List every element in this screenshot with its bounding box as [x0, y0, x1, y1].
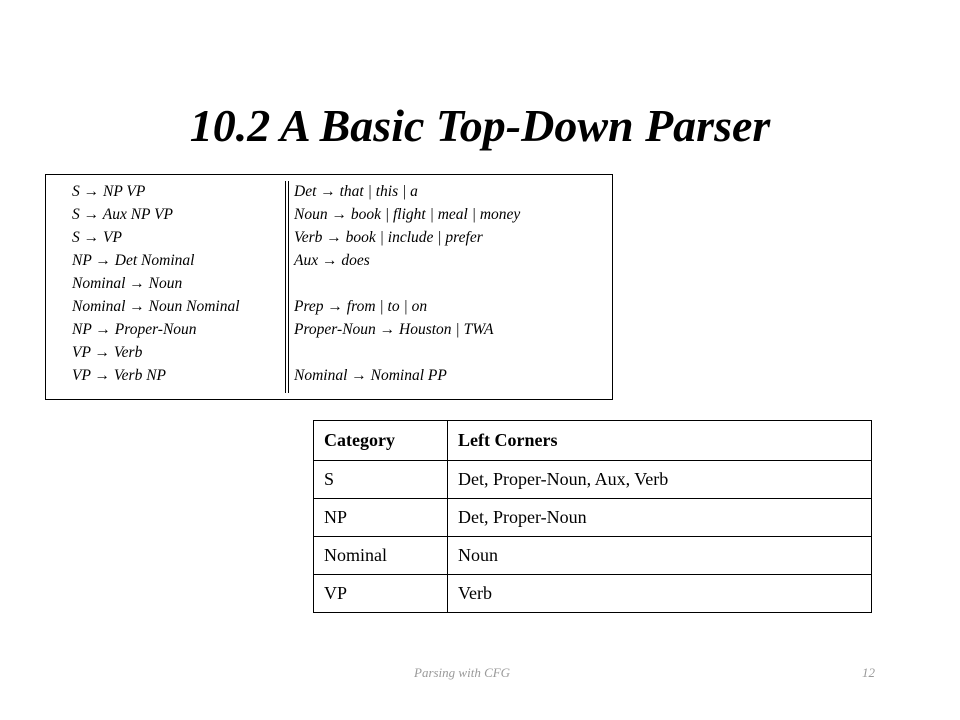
left-corners-cell: Det, Proper-Noun	[448, 499, 872, 537]
grammar-rule: S → Aux NP VP	[72, 206, 174, 223]
left-corners-cell: Noun	[448, 537, 872, 575]
left-corners-cell: Verb	[448, 575, 872, 613]
grammar-rule: NP → Det Nominal	[72, 252, 195, 269]
lexicon-rule: Det → that | this | a	[294, 183, 418, 200]
left-corners-cell: Det, Proper-Noun, Aux, Verb	[448, 461, 872, 499]
category-cell: Nominal	[314, 537, 448, 575]
table-header-row	[314, 421, 872, 461]
lexicon-rule	[294, 272, 520, 295]
grammar-rules-box	[45, 174, 613, 400]
table-row	[314, 537, 872, 575]
table-row	[314, 461, 872, 499]
table-row	[314, 499, 872, 537]
lexicon-rule	[294, 341, 520, 364]
slide-title: 10.2 A Basic Top-Down Parser	[189, 100, 771, 151]
lexicon-rule: Nominal → Nominal PP	[294, 367, 447, 384]
category-cell: S	[314, 461, 448, 499]
header-left-corners: Left Corners	[448, 421, 872, 461]
lexicon-rule: Prep → from | to | on	[294, 298, 428, 315]
category-cell: VP	[314, 575, 448, 613]
category-cell: NP	[314, 499, 448, 537]
grammar-rule: VP → Verb	[72, 344, 143, 361]
lexicon-rule: Proper-Noun → Houston | TWA	[294, 321, 494, 338]
grammar-rule: NP → Proper-Noun	[72, 321, 197, 338]
grammar-rule: S → NP VP	[72, 183, 146, 200]
column-divider	[285, 181, 289, 393]
lexicon-rule: Aux → does	[294, 252, 370, 269]
lexicon-rule: Verb → book | include | prefer	[294, 229, 483, 246]
grammar-rule: S → VP	[72, 229, 122, 246]
grammar-rule: Nominal → Noun Nominal	[72, 298, 240, 315]
grammar-rule: VP → Verb NP	[72, 367, 166, 384]
header-category: Category	[314, 421, 448, 461]
lexicon-rule: Noun → book | flight | meal | money	[294, 206, 521, 223]
table-row	[314, 575, 872, 613]
left-corners-table	[313, 420, 872, 613]
grammar-rule: Nominal → Noun	[72, 275, 183, 292]
page-number: 12	[862, 665, 875, 680]
grammar-left-column	[72, 180, 240, 387]
footer-text: Parsing with CFG	[414, 665, 511, 680]
lexicon-right-column	[294, 180, 520, 387]
